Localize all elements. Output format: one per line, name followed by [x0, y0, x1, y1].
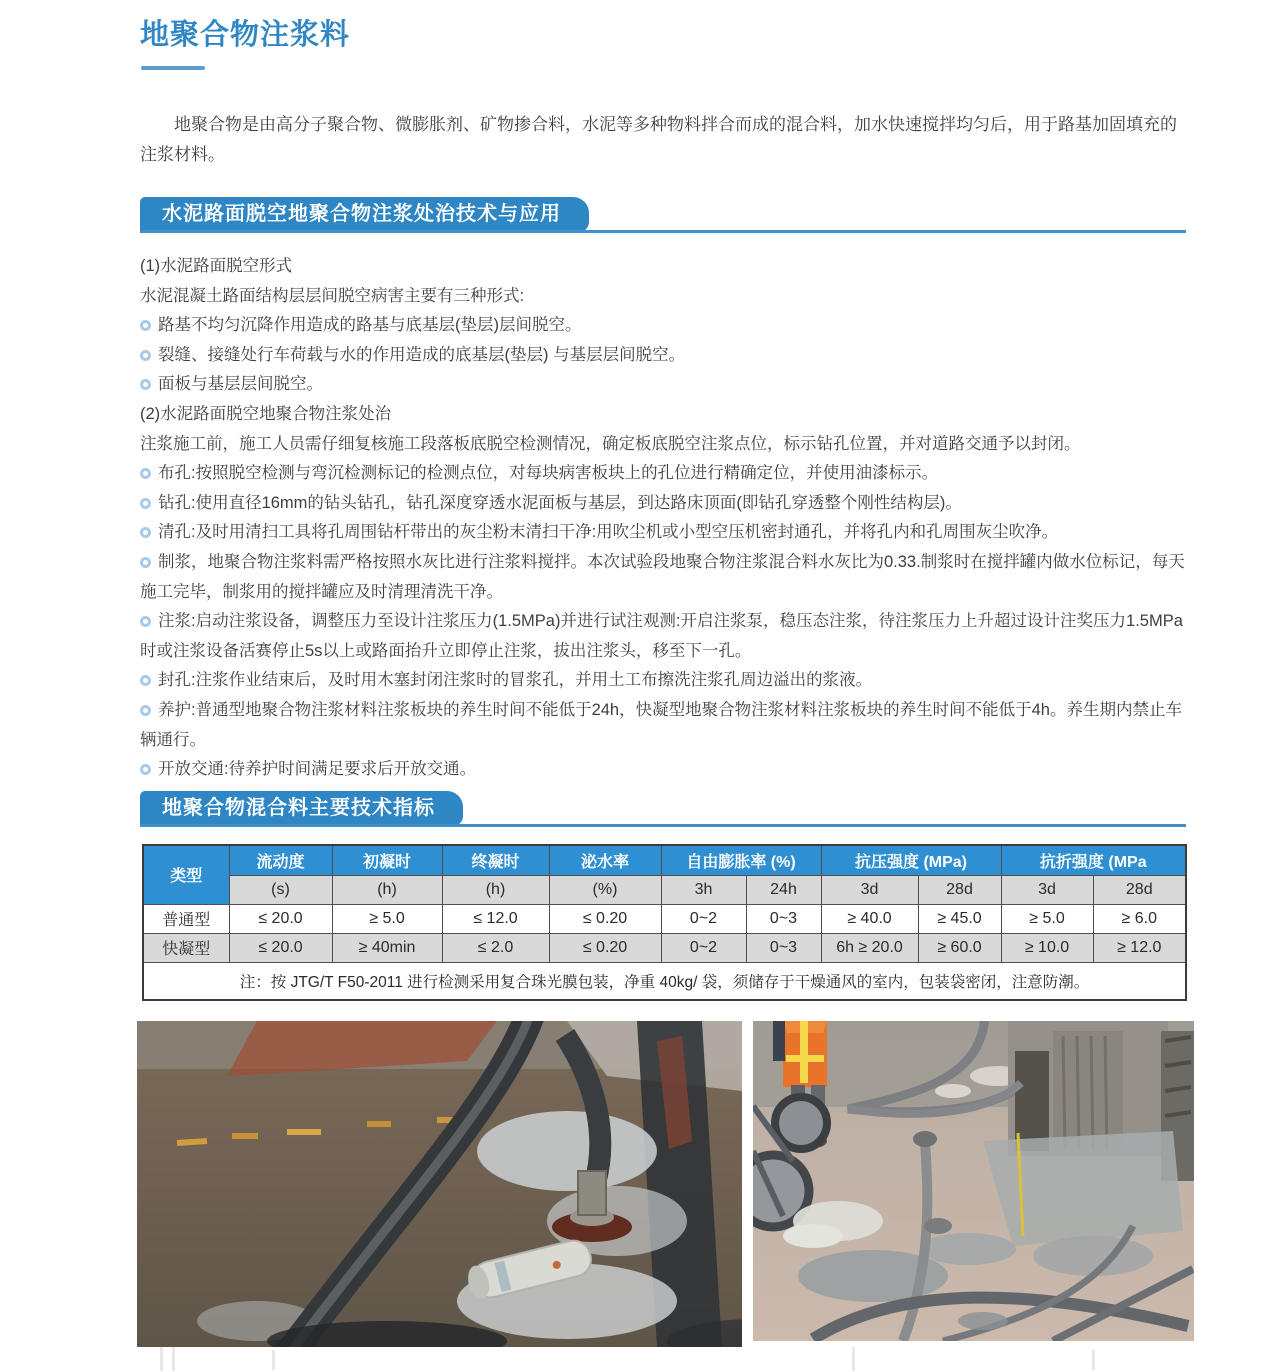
value-cell: ≥ 60.0: [918, 933, 1001, 962]
text-line: 水泥混凝土路面结构层层间脱空病害主要有三种形式:: [140, 286, 525, 305]
value-cell: 0~2: [661, 933, 746, 962]
value-cell: ≥ 40min: [332, 933, 442, 962]
row-type-cell: 普通型: [143, 904, 229, 933]
photo-grouting-site: [753, 1021, 1194, 1341]
value-cell: ≤ 0.20: [549, 904, 661, 933]
bullet-line: 清孔:及时用清扫工具将孔周围钻杆带出的灰尘粉末清扫干净:用吹尘机或小型空压机密封通孔，并将孔内和孔周围灰尘吹净。: [140, 518, 1190, 548]
text-line: (1)水泥路面脱空形式: [140, 257, 293, 275]
value-cell: ≥ 5.0: [332, 904, 442, 933]
value-cell: ≥ 45.0: [918, 904, 1001, 933]
header-flexural: 抗折强度 (MPa: [1001, 845, 1186, 875]
section1-heading-rule: [140, 230, 1186, 233]
scan-artifact: [1092, 1350, 1095, 1370]
ring-bullet-icon: [140, 498, 151, 509]
ring-bullet-icon: [140, 675, 151, 686]
section1-body: [140, 252, 1190, 785]
value-cell: ≥ 40.0: [821, 904, 918, 933]
unit-cell: 3d: [1001, 875, 1093, 904]
table-row-ordinary: [143, 904, 1186, 933]
ring-bullet-icon: [140, 379, 151, 390]
bullet-line: 开放交通:待养护时间满足要求后开放交通。: [140, 755, 1190, 785]
table-note: 注：按 JTG/T F50-2011 进行检测采用复合珠光膜包装，净重 40kg/ 袋，须储存于干燥通风的室内，包装袋密闭，注意防潮。: [143, 962, 1186, 1000]
value-cell: ≥ 6.0: [1093, 904, 1186, 933]
title-underline-decoration: [141, 66, 205, 70]
bullet-line: 路基不均匀沉降作用造成的路基与底基层(垫层)层间脱空。: [140, 311, 1190, 341]
unit-cell: 3d: [821, 875, 918, 904]
ring-bullet-icon: [140, 468, 151, 479]
unit-cell: 28d: [918, 875, 1001, 904]
bullet-line: 养护:普通型地聚合物注浆材料注浆板块的养生时间不能低于24h，快凝型地聚合物注浆材料注浆板块的养生时间不能低于4h。养生期内禁止车辆通行。: [140, 700, 1182, 749]
table-row-rapid: [143, 933, 1186, 962]
value-cell: ≥ 10.0: [1001, 933, 1093, 962]
scan-artifact: [160, 1347, 163, 1371]
value-cell: 0~3: [746, 933, 821, 962]
value-cell: ≤ 20.0: [229, 933, 332, 962]
section1-heading-banner: 水泥路面脱空地聚合物注浆处治技术与应用: [140, 197, 589, 232]
row-type-cell: 快凝型: [143, 933, 229, 962]
page-title: 地聚合物注浆料: [140, 19, 351, 51]
bullet-line: 钻孔:使用直径16mm的钻头钻孔，钻孔深度穿透水泥面板与基层，到达路床顶面(即钻孔穿透整个刚性结构层)。: [140, 489, 1190, 519]
value-cell: ≤ 2.0: [442, 933, 549, 962]
bullet-line: 注浆:启动注浆设备，调整压力至设计注浆压力(1.5MPa)并进行试注观测:开启注浆泵，稳压态注浆，待注浆压力上升超过设计注奖压力1.5MPa时或注浆设备活赛停止5s以上或路面抬升立即停止注浆，拔出注浆头，移至下一孔。: [140, 612, 1183, 660]
value-cell: ≤ 0.20: [549, 933, 661, 962]
ring-bullet-icon: [140, 557, 151, 568]
unit-cell: 24h: [746, 875, 821, 904]
header-type: 类型: [143, 845, 229, 904]
bullet-line: 封孔:注浆作业结束后，及时用木塞封闭注浆时的冒浆孔，并用土工布擦洗注浆孔周边溢出的浆液。: [140, 666, 1190, 696]
scan-artifact: [272, 1350, 275, 1370]
bullet-line: 制浆，地聚合物注浆料需严格按照水灰比进行注浆料搅拌。本次试验段地聚合物注浆混合料水灰比为0.33.制浆时在搅拌罐内做水位标记，每天施工完毕，制浆用的搅拌罐应及时清理清洗干净。: [140, 552, 1185, 601]
header-fluidity: 流动度: [229, 845, 332, 875]
unit-cell: 28d: [1093, 875, 1186, 904]
bullet-line: 布孔:按照脱空检测与弯沉检测标记的检测点位，对每块病害板块上的孔位进行精确定位，并使用油漆标示。: [140, 459, 1190, 489]
section2-heading-banner: 地聚合物混合料主要技术指标: [140, 791, 463, 826]
value-cell: 0~3: [746, 904, 821, 933]
unit-cell: (%): [549, 875, 661, 904]
table-note-row: [143, 962, 1186, 1000]
scan-artifact: [852, 1347, 855, 1371]
ring-bullet-icon: [140, 527, 151, 538]
header-final-set: 终凝时: [442, 845, 549, 875]
ring-bullet-icon: [140, 764, 151, 775]
header-free-expansion: 自由膨胀率 (%): [661, 845, 821, 875]
ring-bullet-icon: [140, 350, 151, 361]
scan-artifact: [172, 1347, 175, 1371]
text-line: (2)水泥路面脱空地聚合物注浆处治: [140, 404, 392, 423]
section2-heading-rule: [140, 824, 1186, 827]
value-cell: 6h ≥ 20.0: [821, 933, 918, 962]
value-cell: ≥ 5.0: [1001, 904, 1093, 933]
photo-strip: [137, 1021, 1197, 1351]
unit-cell: (h): [332, 875, 442, 904]
table-header-row: [143, 845, 1186, 875]
table-unit-row: [143, 875, 1186, 904]
technical-spec-table: [142, 844, 1187, 1001]
unit-cell: (s): [229, 875, 332, 904]
header-bleeding: 泌水率: [549, 845, 661, 875]
ring-bullet-icon: [140, 320, 151, 331]
header-compressive: 抗压强度 (MPa): [821, 845, 1001, 875]
ring-bullet-icon: [140, 705, 151, 716]
value-cell: ≤ 12.0: [442, 904, 549, 933]
unit-cell: 3h: [661, 875, 746, 904]
photo-grouting-hole: [137, 1021, 742, 1347]
text-line: 注浆施工前，施工人员需仔细复核施工段落板底脱空检测情况，确定板底脱空注浆点位，标示钻孔位置，并对道路交通予以封闭。: [140, 434, 1081, 453]
unit-cell: (h): [442, 875, 549, 904]
ring-bullet-icon: [140, 616, 151, 627]
value-cell: ≤ 20.0: [229, 904, 332, 933]
value-cell: 0~2: [661, 904, 746, 933]
value-cell: ≥ 12.0: [1093, 933, 1186, 962]
bullet-line: 面板与基层层间脱空。: [140, 370, 1190, 400]
intro-paragraph: 地聚合物是由高分子聚合物、微膨胀剂、矿物掺合料，水泥等多种物料拌合而成的混合料，加水快速搅拌均匀后，用于路基加固填充的注浆材料。: [140, 115, 1177, 164]
bullet-line: 裂缝、接缝处行车荷载与水的作用造成的底基层(垫层) 与基层层间脱空。: [140, 341, 1190, 371]
header-initial-set: 初凝时: [332, 845, 442, 875]
